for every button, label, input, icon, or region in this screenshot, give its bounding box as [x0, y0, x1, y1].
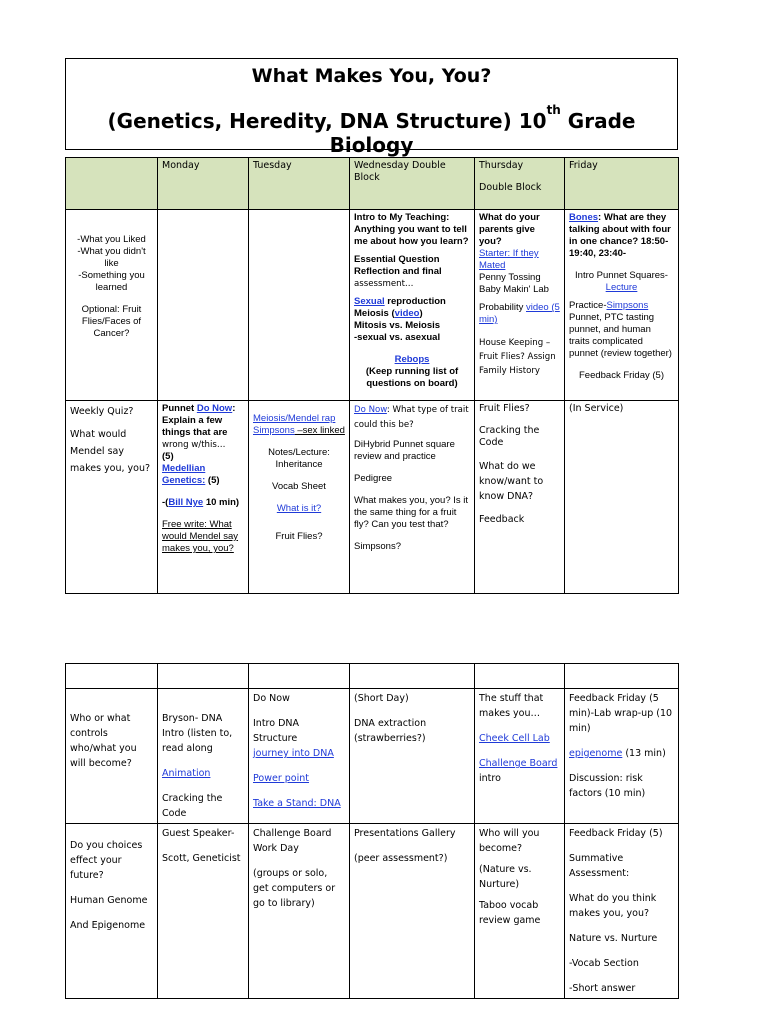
what-makes-you: What do you think makes you, you? [569, 893, 657, 919]
week1-tuesday-cell [249, 210, 350, 401]
peer-assessment: (peer assessment?) [354, 853, 448, 864]
t2-empty-0 [66, 664, 158, 689]
thu-question: What do your parents give you? [479, 212, 540, 247]
wed-what-makes: What makes you, you? Is it the same thing for a fruit fly? Can you test that? [354, 495, 469, 530]
week2-monday-cell [158, 401, 249, 594]
week4-thursday-cell [475, 824, 565, 999]
bill-pre: -( [162, 497, 169, 508]
epigenome-link[interactable]: epigenome [569, 748, 623, 759]
medellian-link[interactable]: Medellian Genetics: [162, 463, 206, 486]
summative-assessment: Summative Assessment: [569, 853, 630, 879]
mon-cracking-code: Cracking the Code [162, 793, 223, 819]
wed-simpsons: Simpsons? [354, 541, 401, 552]
meiosis-video-link[interactable]: video [394, 308, 420, 319]
meiosis-close: ) [419, 308, 423, 319]
wed-donow-link[interactable]: Do Now [354, 405, 387, 415]
thu-feedback: Feedback [479, 514, 525, 525]
who-will-you-become: Who will you become? [479, 828, 540, 854]
fri-in-service: (In Service) [569, 403, 624, 414]
header-wednesday: Wednesday Double Block [350, 158, 475, 210]
bill-nye-link[interactable]: Bill Nye [168, 497, 204, 508]
week3-wednesday-cell [350, 689, 475, 824]
intro-punnet-text: Intro Punnet Squares- [575, 270, 668, 281]
epigenome-text: (13 min) [622, 748, 666, 759]
week1-monday-cell [158, 210, 249, 401]
week3-tuesday-cell [249, 689, 350, 824]
wed-intro: Intro to My Teaching: Anything you want to tell me about how you learn? [354, 212, 469, 247]
week3-monday-cell [158, 689, 249, 824]
week1-thursday-cell [475, 210, 565, 401]
t2-empty-1 [158, 664, 249, 689]
week4-row [66, 824, 679, 999]
focus-liked: -What you Liked [77, 234, 146, 245]
page-title: What Makes You, You? [251, 65, 492, 87]
colon-text: : [232, 403, 236, 414]
mon-explain: Explain a few things that are [162, 415, 228, 438]
schedule-table-2 [65, 663, 679, 999]
week2-tuesday-cell [249, 401, 350, 594]
schedule-table-1 [65, 157, 679, 594]
thu-house-keeping: House Keeping – Fruit Flies? Assign Family History [479, 338, 556, 376]
tue-notes: Notes/Lecture: Inheritance [268, 447, 330, 470]
mon-five: (5) [162, 451, 174, 462]
choices-question: Do you choices effect your future? [70, 840, 143, 881]
thu-know-want: What do we know/want to know DNA? [479, 461, 544, 502]
fri-bones [569, 212, 674, 260]
bill-post: 10 min) [203, 497, 240, 508]
bones-link[interactable]: Bones [569, 212, 599, 223]
mon-punnet-donow [162, 403, 244, 415]
header-row [66, 158, 679, 210]
header-friday: Friday [565, 158, 679, 210]
wed-mitosis: Mitosis vs. Meiosis [354, 320, 441, 331]
human-genome: Human Genome [70, 895, 148, 906]
week1-row [66, 210, 679, 401]
week2-row [66, 401, 679, 594]
mon-donow-link[interactable]: Do Now [196, 403, 233, 414]
scott-geneticist: Scott, Geneticist [162, 853, 241, 864]
mon-bill-nye [162, 497, 244, 509]
wed-donow-text: : What type of trait could this be? [354, 405, 469, 430]
week1-friday-cell [565, 210, 679, 401]
week3-focus-cell [66, 689, 158, 824]
mon-medellian [162, 463, 244, 487]
what-is-it-link[interactable]: What is it? [276, 503, 322, 514]
starter-link[interactable]: Starter: If they Mated [479, 248, 539, 271]
header-thursday [475, 158, 565, 210]
taboo-vocab: Taboo vocab review game [479, 900, 541, 926]
fri-practice [569, 300, 674, 360]
week4-wednesday-cell [350, 824, 475, 999]
power-point-link[interactable]: Power point [253, 773, 309, 784]
nature-vs-nurture: (Nature vs. Nurture) [479, 864, 532, 890]
weekly-quiz: Weekly Quiz? [70, 406, 134, 417]
practice-rest-text: Punnet, PTC tasting punnet, and human traits complicated punnet (review together) [569, 312, 672, 359]
page-subtitle [66, 103, 677, 157]
meiosis-text: Meiosis ( [354, 308, 395, 319]
title-box [65, 58, 678, 157]
table2-header-row [66, 664, 679, 689]
and-epigenome: And Epigenome [70, 920, 146, 931]
animation-link[interactable]: Animation [162, 768, 211, 779]
meiosis-rap-link[interactable]: Meiosis/Mendel rap [253, 413, 336, 424]
t2-empty-3 [350, 664, 475, 689]
focus-optional: Optional: Fruit Flies/Faces of Cancer? [81, 304, 142, 339]
week1-focus-cell [66, 210, 158, 401]
fri-intro-punnet [569, 270, 674, 294]
guest-speaker: Guest Speaker- [162, 828, 235, 839]
focus-didnt-like: -What you didn't like [77, 246, 146, 269]
fri-feedback-5: Feedback Friday (5) [569, 828, 663, 839]
week4-focus-cell [66, 824, 158, 999]
tue-simpsons [253, 425, 345, 437]
wed-pedigree: Pedigree [354, 473, 393, 484]
short-answer: -Short answer [569, 983, 636, 994]
week4-monday-cell [158, 824, 249, 999]
wed-keep-list: (Keep running list of questions on board) [365, 366, 459, 389]
week4-friday-cell [565, 824, 679, 999]
week2-friday-cell [565, 401, 679, 594]
header-blank [66, 158, 158, 210]
week3-friday-cell [565, 689, 679, 824]
week1-wednesday-cell [350, 210, 475, 401]
tue-intro-dna: Intro DNA Structure [253, 718, 299, 744]
lecture-link[interactable]: Lecture [605, 282, 638, 293]
subtitle-superscript: th [546, 103, 561, 117]
tue-donow: Do Now [253, 693, 290, 704]
groups-or-solo: (groups or solo, get computers or go to library) [253, 868, 336, 909]
fri-feedback: Feedback Friday (5) [578, 370, 664, 381]
sex-linked-text: –sex linked [294, 425, 345, 436]
thu-probability [479, 302, 560, 326]
take-a-stand-link[interactable]: Take a Stand: DNA [253, 798, 341, 809]
bones-text: : What are they talking about with four in one chance? 18:50-19:40, 23:40- [569, 212, 671, 259]
t2-empty-2 [249, 664, 350, 689]
mendel-question: What would Mendel say makes you, you? [70, 429, 151, 474]
fri-nature-nurture: Nature vs. Nurture [569, 933, 658, 944]
thu-stuff: The stuff that makes you… [479, 693, 544, 719]
probability-video-link[interactable]: video (5 min) [479, 302, 560, 325]
vocab-section: -Vocab Section [569, 958, 639, 969]
wed-assessment: assessment… [354, 279, 414, 289]
wed-short-day: (Short Day) [354, 693, 409, 704]
journey-link[interactable]: journey into DNA [253, 748, 334, 759]
t2-empty-4 [475, 664, 565, 689]
header-monday: Monday [158, 158, 249, 210]
fri-epigenome [569, 746, 674, 761]
wed-essential-question: Essential Question Reflection and final [354, 254, 442, 277]
week3-thursday-cell [475, 689, 565, 824]
wed-meiosis [354, 308, 470, 320]
mon-freewrite: Free write: What would Mendel say makes you, you? [162, 519, 239, 554]
tue-simpsons-link[interactable]: Simpsons [253, 425, 295, 436]
week2-wednesday-cell [350, 401, 475, 594]
punnet-text: Punnet [162, 403, 197, 414]
mon-bryson: Bryson- DNA Intro (listen to, read along [162, 713, 233, 754]
fri-discussion: Discussion: risk factors (10 min) [569, 773, 646, 799]
t2-empty-5 [565, 664, 679, 689]
mon-wrong: wrong w/this… [162, 440, 226, 450]
wed-dna-extraction: DNA extraction (strawberries?) [354, 718, 427, 744]
presentations-gallery: Presentations Gallery [354, 828, 456, 839]
week2-thursday-cell [475, 401, 565, 594]
thu-intro: intro [479, 773, 501, 784]
practice-text: Practice- [569, 300, 607, 311]
tue-vocab: Vocab Sheet [272, 481, 326, 492]
wed-asexual: -sexual vs. asexual [354, 332, 441, 343]
reproduction-text: reproduction [384, 296, 446, 307]
week2-focus-cell [66, 401, 158, 594]
cheek-cell-link[interactable]: Cheek Cell Lab [479, 733, 550, 744]
wed-sexual-reproduction [354, 296, 470, 308]
medellian-five: (5) [205, 475, 220, 486]
who-controls: Who or what controls who/what you will become? [70, 713, 137, 769]
thu-penny-lab: Penny Tossing Baby Makin' Lab [479, 272, 549, 295]
challenge-board-link[interactable]: Challenge Board [479, 758, 558, 769]
wed-dihybrid: DiHybrid Punnet square review and practice [354, 439, 455, 462]
header-thursday-double: Double Block [479, 182, 542, 193]
tue-fruit-flies: Fruit Flies? [275, 531, 323, 542]
week4-tuesday-cell [249, 824, 350, 999]
focus-learned: -Something you learned [78, 270, 145, 293]
wed-donow [354, 403, 470, 433]
week3-row [66, 689, 679, 824]
simpsons-link[interactable]: Simpsons [606, 300, 649, 311]
subtitle-text-end: Grade Biology [329, 109, 636, 157]
probability-text: Probability [479, 302, 526, 313]
header-tuesday: Tuesday [249, 158, 350, 210]
sexual-link[interactable]: Sexual [354, 296, 385, 307]
thu-fruit-flies: Fruit Flies? [479, 403, 530, 414]
rebops-link[interactable]: Rebops [394, 354, 430, 365]
thu-cracking-code: Cracking the Code [479, 425, 540, 448]
fri-feedback-lab: Feedback Friday (5 min)-Lab wrap-up (10 min) [569, 693, 673, 734]
header-thursday-label: Thursday [479, 160, 524, 171]
subtitle-text: (Genetics, Heredity, DNA Structure) 10 [107, 109, 547, 133]
challenge-work-day: Challenge Board Work Day [253, 828, 332, 854]
